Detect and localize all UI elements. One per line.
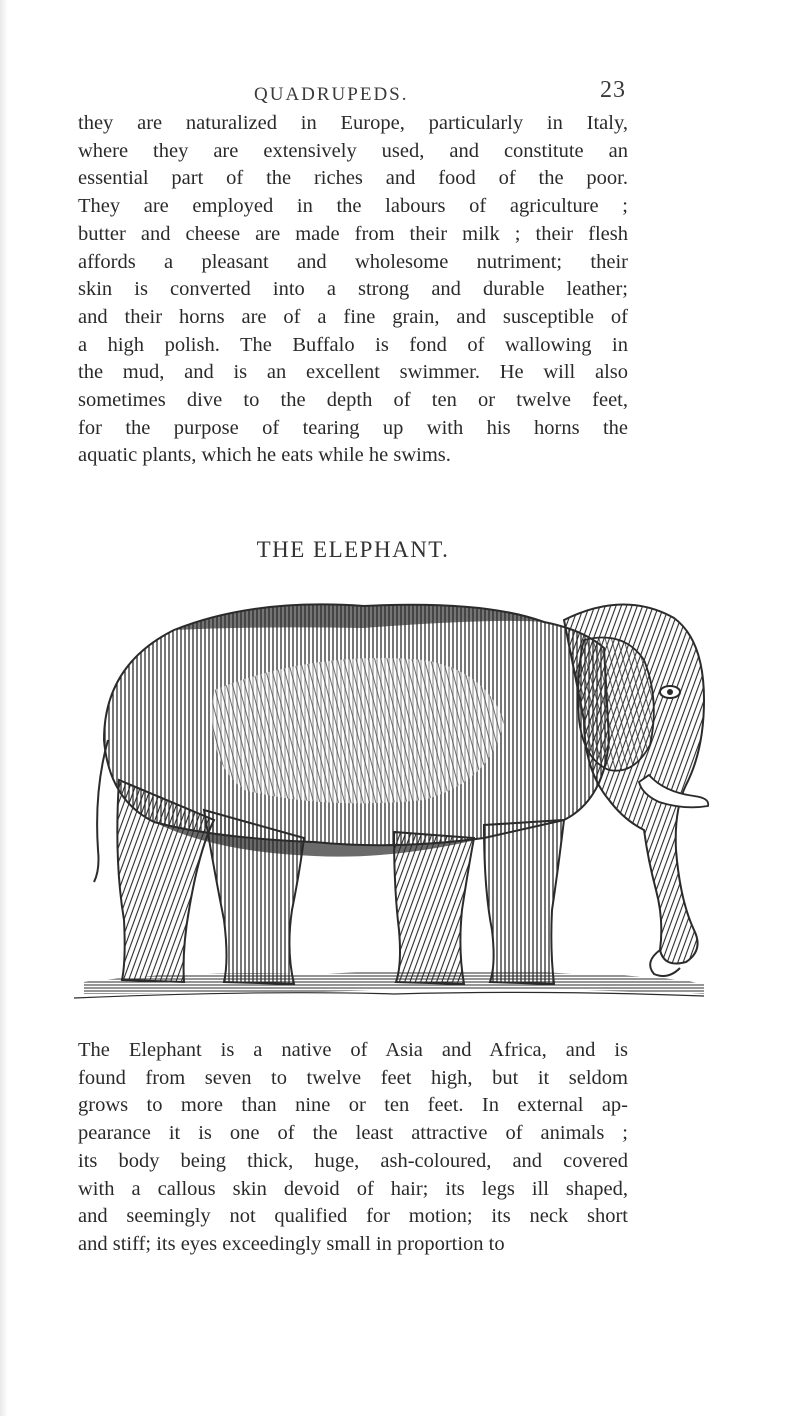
- text-line: skin is converted into a strong and durable leather;: [78, 278, 628, 301]
- text-line: and stiff; its eyes exceedingly small in proportion to: [78, 1232, 505, 1255]
- text-line: the mud, and is an excellent swimmer. He will also: [78, 361, 628, 384]
- text-line: grows to more than nine or ten feet. In external ap-: [78, 1094, 628, 1117]
- text-line: The Elephant is a native of Asia and Africa, and is: [78, 1039, 628, 1061]
- text-line: essential part of the riches and food of the poor.: [78, 167, 628, 190]
- page-edge: [0, 0, 8, 1416]
- text-line: with a callous skin devoid of hair; its legs ill shaped,: [78, 1177, 628, 1200]
- text-line: aquatic plants, which he eats while he swims.: [78, 444, 451, 467]
- text-line: they are naturalized in Europe, particularly in Italy,: [78, 112, 628, 134]
- running-head-title: QUADRUPEDS.: [254, 84, 409, 105]
- text-line: its body being thick, huge, ash-coloured, and covered: [78, 1149, 628, 1172]
- fore-leg-left: [394, 832, 474, 984]
- text-line: found from seven to twelve feet high, but it seldom: [78, 1066, 628, 1089]
- text-line: affords a pleasant and wholesome nutriment; their: [78, 250, 628, 273]
- text-line: sometimes dive to the depth of ten or twelve feet,: [78, 389, 628, 412]
- text-line: and their horns are of a fine grain, and susceptible of: [78, 305, 628, 328]
- text-line: They are employed in the labours of agriculture ;: [78, 195, 628, 218]
- elephant-ear: [578, 638, 654, 771]
- text-line: where they are extensively used, and constitute an: [78, 139, 628, 162]
- text-line: for the purpose of tearing up with his horns the: [78, 416, 628, 439]
- text-line: butter and cheese are made from their milk ; their flesh: [78, 222, 628, 245]
- text-line: and seemingly not qualified for motion; its neck short: [78, 1205, 628, 1228]
- paragraph-elephant: [78, 1037, 628, 1259]
- elephant-tail: [94, 740, 108, 882]
- fore-leg-right: [484, 820, 564, 984]
- elephant-illustration: [64, 570, 710, 1020]
- elephant-engraving: [64, 570, 710, 1020]
- page-number: 23: [600, 77, 626, 103]
- section-heading: THE ELEPHANT.: [256, 537, 450, 562]
- text-line: pearance it is one of the least attractive of animals ;: [78, 1122, 628, 1145]
- paragraph-buffalo: [78, 110, 628, 470]
- text-line: a high polish. The Buffalo is fond of wallowing in: [78, 333, 628, 356]
